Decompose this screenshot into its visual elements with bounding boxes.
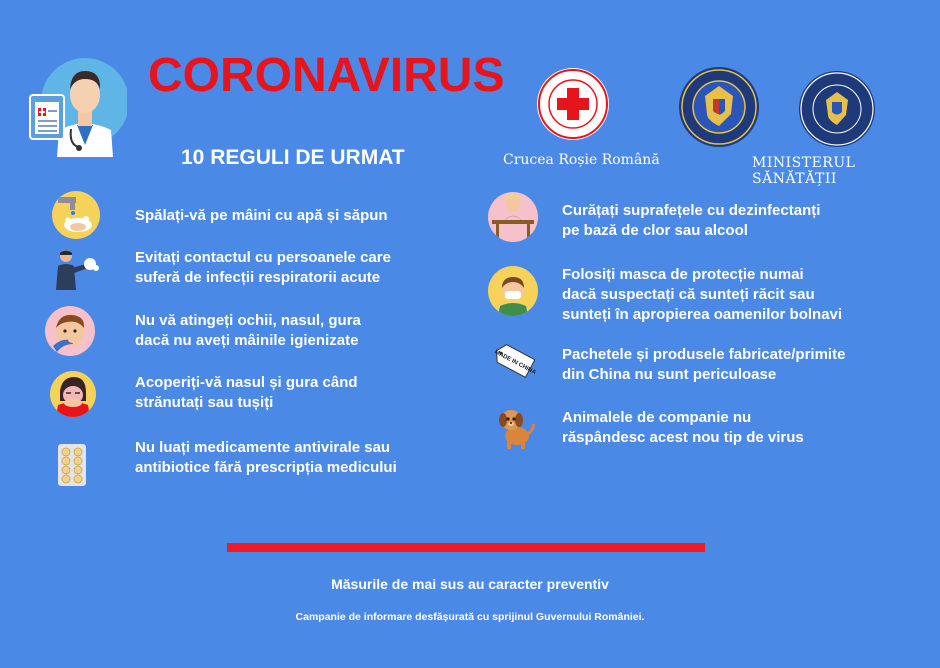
rule-4-text: Acoperiți-vă nasul și gura când strănutați sau tușiți	[135, 374, 358, 411]
rule-7-text: Folosiți masca de protecție numai dacă suspectați că sunteți răcit sau sunteți în apropierea oamenilor bolnavi	[562, 266, 843, 323]
pills-icon	[58, 444, 86, 486]
rule-6-text: Curățați suprafețele cu dezinfectanți pe bază de clor sau alcool	[562, 202, 821, 239]
rule-3-text: Nu vă atingeți ochii, nasul, gura dacă nu aveți mâinile igienizate	[135, 312, 361, 349]
rule-1-text: Spălați-vă pe mâini cu apă și săpun	[135, 207, 388, 224]
sick-person-icon	[52, 246, 100, 294]
ministry-label: MINISTERUL SĂNĂTĂȚII	[752, 155, 856, 187]
rule-9-text: Animalele de companie nu răspândesc acest nou tip de virus	[562, 409, 804, 446]
made-in-china-tag-icon	[492, 341, 540, 381]
divider-bar	[227, 543, 705, 552]
red-cross-logo	[536, 67, 610, 141]
rule-8-text: Pachetele și produsele fabricate/primite din China nu sunt periculoase	[562, 346, 846, 383]
mask-icon	[488, 266, 538, 316]
doctor-illustration	[25, 55, 127, 157]
face-touch-icon	[45, 306, 95, 356]
sneeze-icon	[50, 371, 96, 417]
rule-2-text: Evitați contactul cu persoanele care suferă de infecții respiratorii acute	[135, 249, 391, 286]
cleaning-icon	[488, 192, 538, 242]
footer-campaign: Campanie de informare desfășurată cu sprijinul Guvernului României.	[295, 611, 645, 623]
rule-5-text: Nu luați medicamente antivirale sau antibiotice fără prescripția medicului	[135, 439, 397, 476]
government-logo	[798, 70, 876, 148]
red-cross-icon	[536, 67, 610, 141]
footer-note: Măsurile de mai sus au caracter preventiv	[331, 576, 609, 592]
dsu-logo	[678, 66, 760, 148]
page-title: CORONAVIRUS	[148, 49, 505, 102]
dog-icon	[495, 404, 537, 450]
page-subtitle: 10 REGULI DE URMAT	[181, 146, 405, 169]
government-emblem-icon	[798, 70, 876, 148]
red-cross-label: Crucea Roșie Română	[503, 152, 660, 168]
handwash-icon	[52, 191, 100, 239]
doctor-icon	[25, 55, 127, 157]
dsu-emblem-icon	[678, 66, 760, 148]
svg-text:MADE IN CHINA: MADE IN CHINA	[493, 349, 537, 377]
